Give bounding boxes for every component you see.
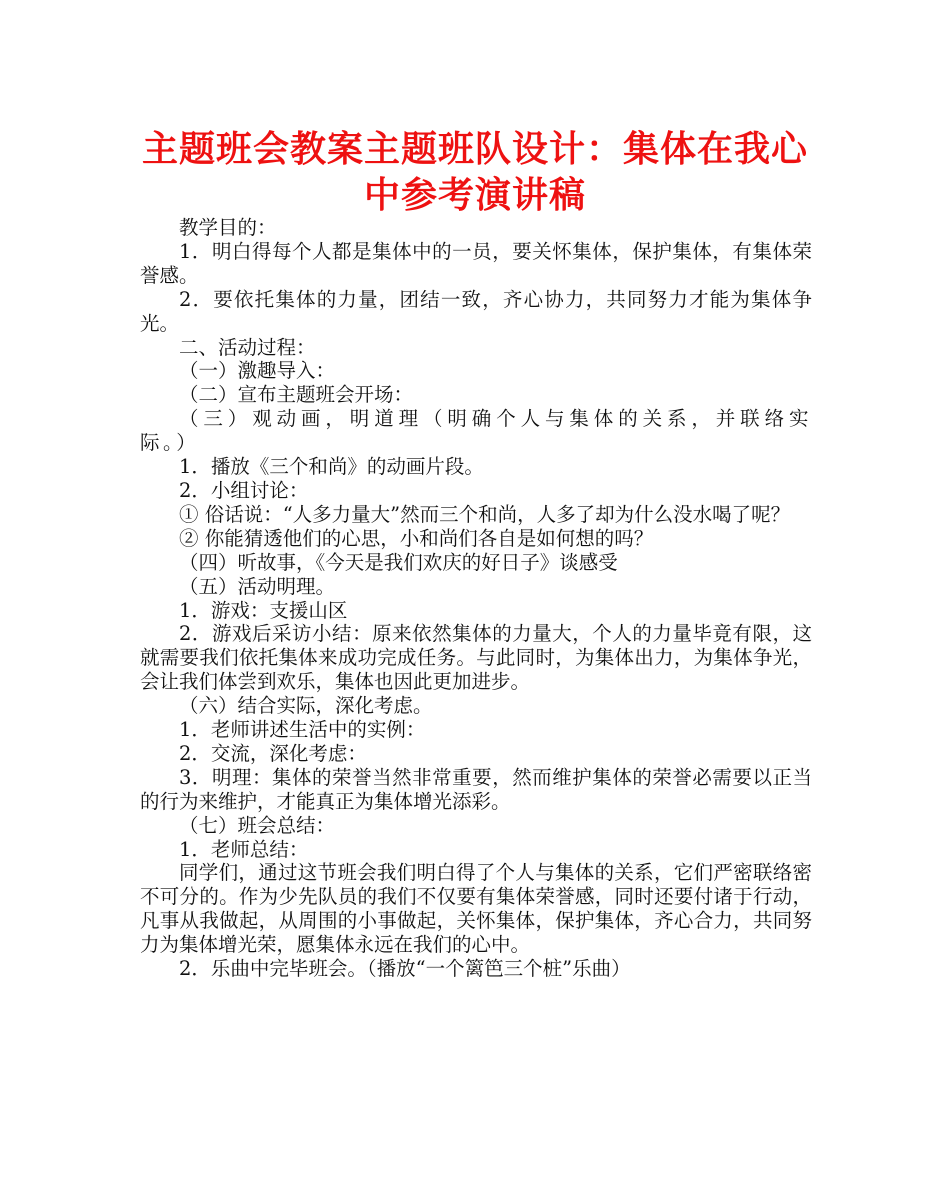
document-body — [140, 216, 812, 981]
paragraph-step-2: （二）宣布主题班会开场： — [179, 383, 414, 407]
paragraph-step-5-item-1: 1．游戏：支援山区 — [179, 598, 348, 622]
document-title-line-1: 主题班会教案主题班队设计：集体在我心 — [141, 129, 808, 170]
paragraph-discussion-q2: ② 你能猜透他们的心思，小和尚们各自是如何想的吗？ — [179, 526, 654, 550]
paragraph-step-3-item-1: 1．播放《三个和尚》的动画片段。 — [179, 455, 484, 479]
paragraph-process-heading: 二、活动过程： — [179, 335, 316, 359]
paragraph-step-3-item-2: 2．小组讨论： — [179, 478, 309, 502]
paragraph-step-5: （五）活动明理。 — [179, 574, 336, 598]
document-title-line-2: 中参考演讲稿 — [363, 175, 586, 216]
paragraph-step-3: （三）观动画，明道理（明确个人与集体的关系，并联络实际。） — [140, 407, 812, 455]
paragraph-step-5-item-2: 2．游戏后采访小结：原来依然集体的力量大，个人的力量毕竟有限，这就需要我们依托集体来成功完成任务。与此同时，为集体出力，为集体争光，会让我们体尝到欢乐，集体也因此更加进步。 — [140, 622, 812, 694]
paragraph-step-7-item-1: 1．老师总结： — [179, 837, 309, 861]
paragraph-step-6-item-3: 3．明理：集体的荣誉当然非常重要，然而维护集体的荣誉必需要以正当的行为来维护，才能真正为集体增光添彩。 — [140, 765, 812, 813]
paragraph-step-1: （一）激趣导入： — [179, 359, 336, 383]
paragraph-step-4: （四）听故事，《今天是我们欢庆的好日子》谈感受 — [179, 550, 618, 574]
paragraph-objectives-heading: 教学目的： — [179, 216, 277, 239]
paragraph-step-7-item-2: 2．乐曲中完毕班会。（播放“一个篱笆三个桩”乐曲） — [179, 957, 631, 981]
paragraph-objective-2: 2．要依托集体的力量，团结一致，齐心协力，共同努力才能为集体争光。 — [140, 287, 812, 335]
paragraph-step-6-item-1: 1．老师讲述生活中的实例： — [179, 718, 426, 742]
paragraph-discussion-q1: ① 俗话说：“人多力量大”然而三个和尚，人多了却为什么没水喝了呢？ — [179, 502, 791, 526]
paragraph-objective-1: 1．明白得每个人都是集体中的一员，要关怀集体，保护集体，有集体荣誉感。 — [140, 239, 812, 287]
paragraph-step-6: （六）结合实际，深化考虑。 — [179, 694, 433, 718]
paragraph-step-6-item-2: 2．交流，深化考虑： — [179, 741, 367, 765]
paragraph-step-7: （七）班会总结： — [179, 813, 336, 837]
paragraph-teacher-summary: 同学们，通过这节班会我们明白得了个人与集体的关系，它们严密联络密不可分的。作为少先队员的我们不仅要有集体荣誉感，同时还要付诸于行动，凡事从我做起，从周围的小事做起，关怀集体，保护集体，齐心合力，共同努力为集体增光荣，愿集体永远在我们的心中。 — [140, 861, 812, 957]
